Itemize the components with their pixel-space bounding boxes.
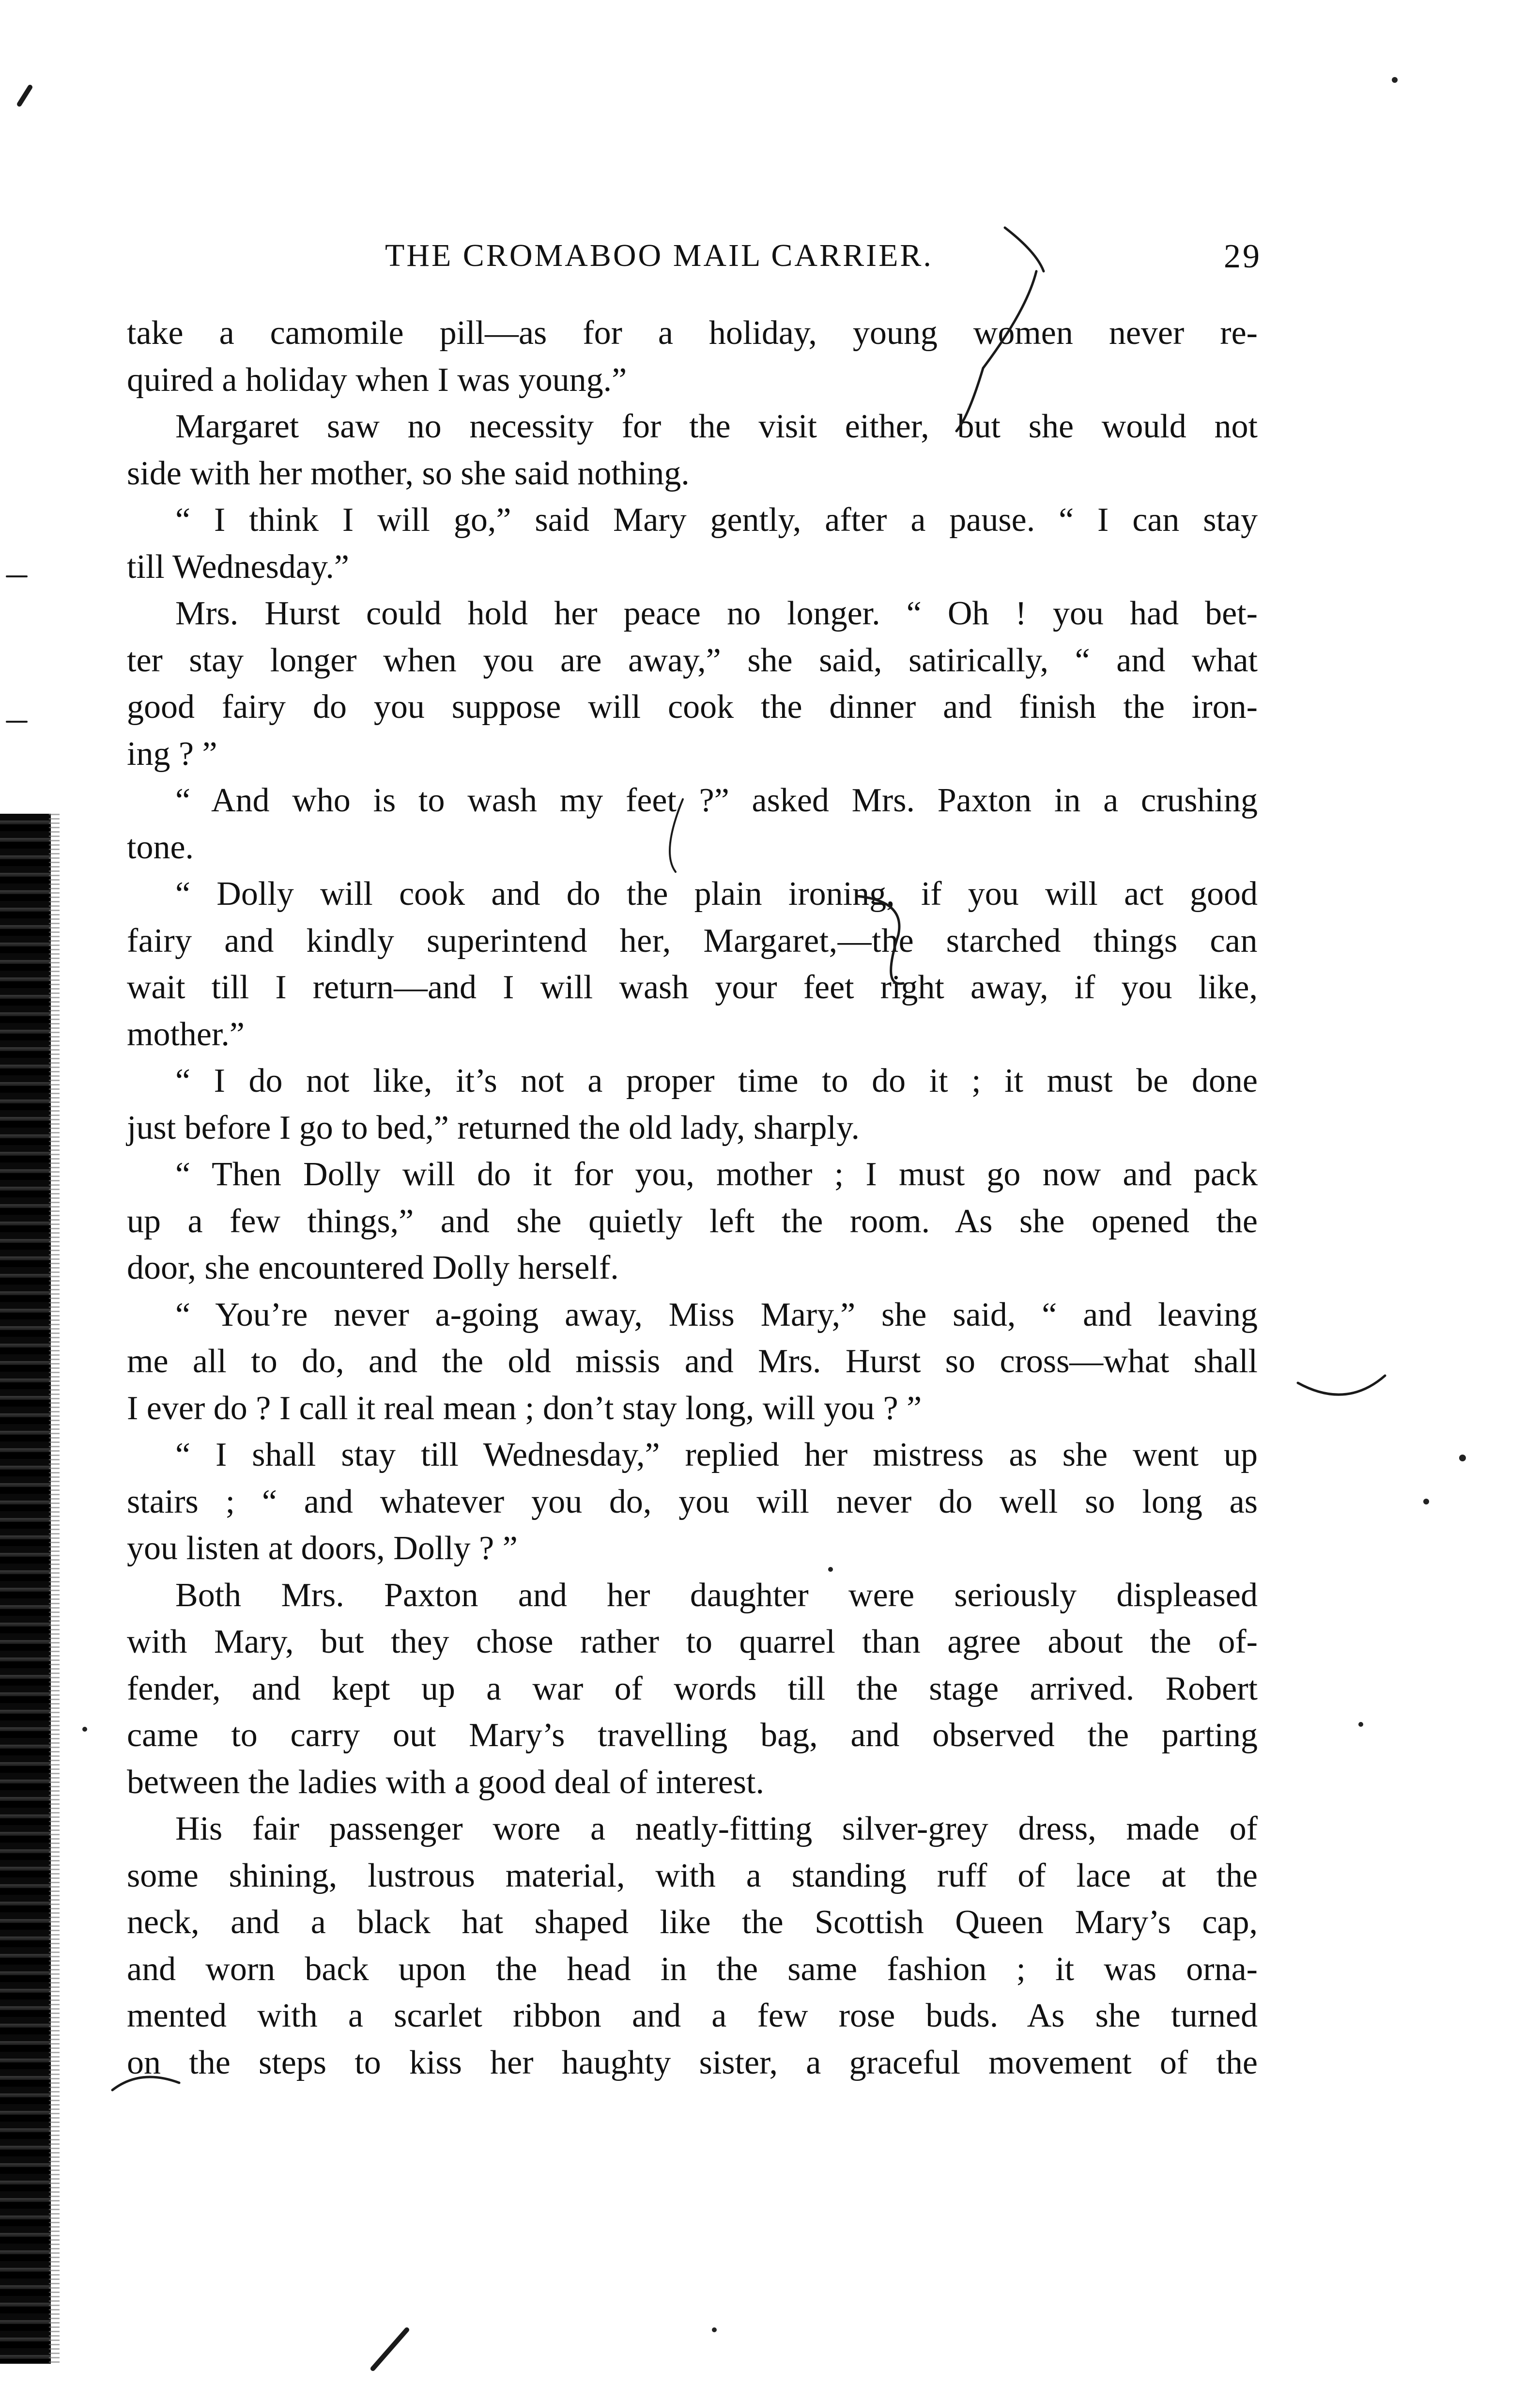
text-line: neck, and a black hat shaped like the Scottish Queen Mary’s cap, (127, 1904, 1258, 1941)
pencil-stroke-mark (373, 2330, 407, 2369)
text-line: mother.” (127, 1015, 245, 1053)
text-line: you listen at doors, Dolly ? ” (127, 1530, 518, 1567)
text-line: Both Mrs. Paxton and her daughter were seriously displeased (175, 1576, 1258, 1614)
text-line: some shining, lustrous material, with a standing ruff of lace at the (127, 1857, 1258, 1894)
text-line: ing ? ” (127, 735, 217, 773)
text-line: quired a holiday when I was young.” (127, 361, 627, 399)
text-line: take a camomile pill—as for a holiday, young women never re- (127, 314, 1258, 352)
text-line: up a few things,” and she quietly left the room. As she opened the (127, 1202, 1258, 1240)
page-number: 29 (1224, 238, 1262, 275)
text-line: wait till I return—and I will wash your feet right away, if you like, (127, 969, 1258, 1006)
ink-dot (1392, 77, 1398, 83)
text-line: “ Then Dolly will do it for you, mother ; I must go now and pack (175, 1156, 1258, 1193)
page-header (385, 237, 1262, 281)
text-line: ter stay longer when you are away,” she said, satirically, “ and what (127, 641, 1258, 679)
text-line: with Mary, but they chose rather to quarrel than agree about the of- (127, 1623, 1258, 1660)
ink-dot (1423, 1499, 1429, 1504)
text-line: I ever do ? I call it real mean ; don’t stay long, will you ? ” (127, 1389, 922, 1427)
text-line: fender, and kept up a war of words till the stage arrived. Robert (127, 1670, 1258, 1707)
text-line: till Wednesday.” (127, 548, 349, 586)
text-line: good fairy do you suppose will cook the dinner and finish the iron- (127, 688, 1258, 726)
text-line: me all to do, and the old missis and Mrs. Hurst so cross—what shall (127, 1343, 1258, 1380)
running-title: THE CROMABOO MAIL CARRIER. (385, 238, 933, 273)
text-line: His fair passenger wore a neatly-fitting silver-grey dress, made of (175, 1810, 1258, 1847)
text-line: Mrs. Hurst could hold her peace no longer. “ Oh ! you had bet- (175, 595, 1258, 632)
ink-dot (1459, 1455, 1466, 1461)
text-line: “ I think I will go,” said Mary gently, after a pause. “ I can stay (175, 501, 1258, 539)
pencil-stroke-mark (1298, 1376, 1385, 1395)
text-line: side with her mother, so she said nothing. (127, 454, 690, 492)
text-line: fairy and kindly superintend her, Margaret,—the starched things can (127, 922, 1258, 960)
body-text (127, 310, 1258, 2086)
ink-dot (712, 2327, 717, 2332)
text-line: between the ladies with a good deal of interest. (127, 1763, 764, 1801)
text-line: mented with a scarlet ribbon and a few rose buds. As she turned (127, 1997, 1258, 2034)
text-line: came to carry out Mary’s travelling bag, and observed the parting (127, 1717, 1258, 1754)
ink-dot (82, 1727, 87, 1732)
text-line: “ You’re never a-going away, Miss Mary,” she said, “ and leaving (175, 1296, 1258, 1333)
text-line: tone. (127, 828, 194, 866)
text-line: door, she encountered Dolly herself. (127, 1249, 619, 1286)
ink-dot (1358, 1722, 1363, 1727)
text-line: Margaret saw no necessity for the visit either, but she would not (175, 408, 1258, 445)
text-line: “ I shall stay till Wednesday,” replied her mistress as she went up (175, 1436, 1258, 1473)
scan-binding-shadow (0, 814, 51, 2364)
text-line: stairs ; “ and whatever you do, you will never do well so long as (127, 1483, 1258, 1520)
text-line: “ And who is to wash my feet ?” asked Mrs. Paxton in a crushing (175, 782, 1258, 819)
text-line: just before I go to bed,” returned the old lady, sharply. (127, 1109, 860, 1147)
text-line: “ I do not like, it’s not a proper time to do it ; it must be done (175, 1062, 1258, 1100)
pencil-stroke-mark (19, 87, 30, 104)
text-line: on the steps to kiss her haughty sister, a graceful movement of the (127, 2044, 1258, 2081)
text-line: and worn back upon the head in the same fashion ; it was orna- (127, 1950, 1258, 1988)
text-line: “ Dolly will cook and do the plain ironing, if you will act good (175, 875, 1258, 913)
